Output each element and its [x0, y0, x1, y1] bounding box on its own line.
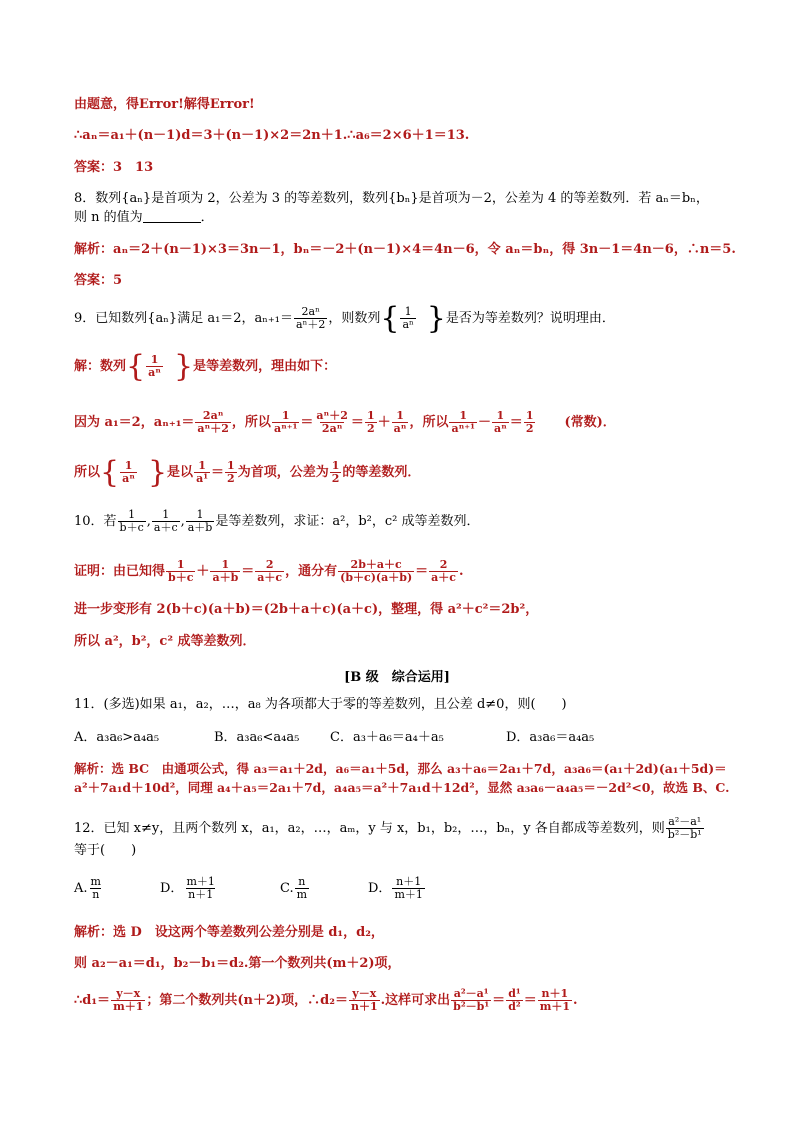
answer-label: 答案：: [74, 160, 114, 175]
denominator: 2: [227, 472, 235, 485]
solution-label: 解析：: [74, 761, 112, 776]
right-brace: }: [426, 300, 446, 336]
numerator: 1: [366, 409, 375, 422]
question-text: 则 n 的值为: [74, 210, 143, 225]
fraction: [195, 410, 231, 435]
right-brace: }: [147, 454, 168, 490]
denominator: n: [92, 888, 100, 901]
solution-text: ∴d₁＝: [74, 993, 111, 1008]
fraction: [338, 559, 414, 584]
numerator: n＋1: [541, 987, 569, 1000]
solution-text: (常数)．: [564, 415, 616, 430]
denominator: 2aⁿ: [321, 422, 343, 435]
fraction: [349, 988, 380, 1013]
question-8-line-1: [74, 191, 709, 207]
option-a: [74, 874, 104, 904]
question-12-line-2: [74, 843, 136, 859]
left-brace: {: [100, 454, 120, 490]
solution-text: 因为 a₁＝2，aₙ₊₁＝: [74, 415, 195, 430]
numerator: n: [298, 875, 306, 888]
question-text: 是否为等差数列？说明理由．: [445, 311, 615, 326]
question-9: [74, 300, 615, 336]
fraction: [225, 460, 237, 485]
numerator: m＋1: [186, 875, 215, 888]
proof-10-line-2: [74, 602, 538, 618]
answer-value: 3 13: [113, 160, 154, 175]
solution-label: 解析：: [74, 242, 114, 257]
option-b: [160, 874, 218, 904]
solution-text: 是以: [167, 465, 194, 480]
fraction: [365, 410, 377, 435]
denominator: m＋1: [394, 888, 423, 901]
solution-text: 是等差数列，理由如下：: [193, 359, 337, 374]
option-b: B．a₃a₆<a₄a₅: [214, 730, 300, 745]
proof-text: 进一步变形有 2(b＋c)(a＋b)＝(2b＋a＋c)(a＋c)，整理，得 a²＋c²＝2b²，: [74, 602, 539, 617]
fraction: [255, 559, 284, 584]
solution-label: 解：: [74, 359, 101, 374]
numerator: y－x: [116, 987, 141, 1000]
fraction: [449, 410, 476, 435]
numerator: 1: [459, 409, 468, 422]
fraction: [429, 559, 458, 584]
denominator: aⁿ⁺¹: [451, 422, 475, 435]
fraction: [146, 354, 163, 379]
question-12-line-1: [74, 814, 705, 844]
solution-text: .这样可求出: [380, 993, 451, 1008]
numerator: y－x: [352, 987, 377, 1000]
solution-11-line-1: [74, 761, 727, 777]
numerator: 2: [439, 558, 448, 571]
denominator: m＋1: [539, 1000, 571, 1013]
left-brace: {: [126, 348, 146, 384]
answer-8: [74, 273, 122, 289]
punctuation: ．: [200, 210, 214, 225]
denominator: b＋c: [168, 571, 194, 584]
question-8-line-2: [74, 210, 214, 226]
numerator: 2b＋a＋c: [350, 558, 402, 571]
denominator: 2: [331, 472, 340, 485]
numerator: a²－a¹: [668, 815, 702, 828]
answer-value: 5: [113, 273, 123, 288]
denominator: aⁿ⁺¹: [273, 422, 298, 435]
numerator: 1: [496, 409, 505, 422]
denominator: d²: [508, 1000, 521, 1013]
denominator: b²－b¹: [453, 1000, 490, 1013]
fraction: [294, 306, 327, 331]
question-text: 10．若: [74, 514, 117, 529]
option-letter: A.: [74, 881, 88, 896]
denominator: (b＋c)(a＋b): [340, 571, 413, 584]
denominator: a＋c: [257, 571, 283, 584]
fraction: [492, 410, 509, 435]
option-letter: D．: [368, 881, 392, 896]
option-letter: D．: [160, 881, 184, 896]
solution-text: 选 BC 由通项公式，得 a₃＝a₁＋2d，a₆＝a₁＋5d，那么 a₃＋a₆＝2a₁＋7d，a₃a₆＝(a₁＋2d)(a₁＋5d)＝: [111, 761, 727, 776]
denominator: b²－b¹: [667, 828, 702, 841]
numerator: 1: [525, 409, 534, 422]
proof-text: 所以 a²，b²，c² 成等差数列．: [74, 634, 256, 649]
solution-text: ；第二个数列共(n＋2)项，∴d₂＝: [146, 993, 348, 1008]
solution-text: a²＋7a₁d＋10d²，同理 a₄＋a₅＝2a₁＋7d，a₄a₅＝a²＋7a₁d＋12d²，显然 a₃a₆－a₄a₅＝－2d²<0，故选 B、C.: [74, 780, 730, 795]
denominator: aⁿ: [393, 422, 407, 435]
solution-12-line-1: [74, 925, 384, 941]
denominator: aⁿ: [148, 366, 161, 379]
option-c: [280, 874, 310, 904]
option-c: C．a₃＋a₆＝a₄＋a₅: [330, 730, 444, 745]
section-heading: [B 级 综合运用]: [344, 670, 450, 685]
fraction: [506, 988, 523, 1013]
numerator: m: [90, 875, 101, 888]
numerator: 2: [265, 558, 274, 571]
right-brace: }: [173, 348, 194, 384]
fraction: [210, 559, 240, 584]
numerator: 1: [221, 558, 230, 571]
fraction: [118, 509, 146, 534]
numerator: 1: [162, 508, 170, 521]
denominator: m: [296, 888, 308, 901]
fraction: [89, 876, 103, 901]
question-11: [74, 697, 567, 713]
fraction: [194, 460, 210, 485]
derivation-line-2: [74, 128, 469, 144]
denominator: a＋b: [212, 571, 239, 584]
solution-12-line-3: ∴d₁＝ $\frac{y-x}{m+1}$ ；第二个数列共(n＋2)项，∴d₂＝ $\frac{y-x}{n+1}$ .这样可求出 $\frac{\text{a²－a¹}}{\text{b²－b¹}}$ ＝ $\frac{\text{d¹}}{\text{d²}}$ ＝ $\frac{n+1}{m+1}$ .: [74, 987, 578, 1013]
solution-11-line-2: [74, 780, 729, 796]
solution-9-line-3: 所以{ $\frac{1}{\text{aⁿ}}$ }是以 $\frac{1}{\text{a¹}}$ ＝ $\frac{1}{2}$ 为首项，公差为 $\frac{1}{2}$ 的等差数列．: [74, 454, 421, 490]
solution-9-line-2: 因为 a₁＝2，aₙ₊₁＝ $\frac{\text{2aⁿ}}{\text{aⁿ＋2}}$ ，所以 $\frac{1}{\text{aⁿ⁺¹}}$ ＝ $\frac{\text{aⁿ＋2}}{\text{2aⁿ}}$ ＝ $\frac{1}{2}$ ＋ $\frac{1}{\text{aⁿ}}$ ，所以 $\frac{1}{\text{aⁿ⁺¹}}$ － $\frac{1}{\text{aⁿ}}$ ＝ $\frac{1}{2}$ (常数)．: [74, 409, 616, 435]
solution-8: [74, 242, 736, 258]
fraction: [538, 988, 572, 1013]
fraction: [272, 410, 299, 435]
derivation-line-1: [74, 97, 255, 113]
question-text: ，则数列: [328, 311, 381, 326]
question-10: 10．若 $\frac{1}{b+c}$ , $\frac{1}{a+c}$ , $\frac{1}{a+b}$ 是等差数列，求证：a²，b²，c² 成等差数列．: [74, 508, 480, 534]
answer-blank: [143, 210, 201, 223]
option-letter: C.: [280, 881, 294, 896]
fraction: [392, 876, 424, 901]
solution-text: 所以: [74, 465, 101, 480]
denominator: 2: [366, 422, 375, 435]
denominator: aⁿ: [122, 472, 135, 485]
left-brace: {: [380, 300, 400, 336]
proof-text: ，通分有: [285, 564, 338, 579]
option-d: [368, 874, 426, 904]
solution-text: aₙ＝2＋(n－1)×3＝3n－1，bₙ＝－2＋(n－1)×4＝4n－6，令 aₙ＝bₙ，得 3n－1＝4n－6，∴n＝5.: [113, 242, 736, 257]
denominator: a¹: [196, 472, 209, 485]
numerator: 1: [176, 558, 185, 571]
option-d: D．a₃a₆＝a₄a₅: [506, 730, 595, 745]
numerator: 1: [404, 305, 412, 318]
numerator: 1: [150, 353, 159, 366]
fraction: [524, 410, 536, 435]
proof-10-line-1: 证明：由已知得 $\frac{1}{b+c}$ ＋ $\frac{1}{a+b}$ ＝ $\frac{2}{a+c}$ ，通分有 $\frac{2b+a+c}{(b+c)(a+b)}$ ＝ $\frac{2}{a+c}$ .: [74, 558, 464, 584]
numerator: d¹: [508, 987, 521, 1000]
proof-10-line-3: [74, 634, 256, 650]
fraction: [111, 988, 145, 1013]
denominator: n＋1: [188, 888, 214, 901]
answer-line: [74, 160, 153, 176]
solution-text: 的等差数列．: [342, 465, 421, 480]
denominator: 2: [525, 422, 534, 435]
fraction: [152, 509, 180, 534]
denominator: n＋1: [350, 1000, 378, 1013]
fraction: [392, 410, 409, 435]
denominator: a＋c: [153, 521, 178, 534]
derivation-text: 由题意，得Error!解得Error!: [74, 97, 255, 112]
denominator: aⁿ: [493, 422, 507, 435]
question-text: 12．已知 x≠y，且两个数列 x，a₁，a₂，…，aₘ，y 与 x，b₁，b₂，…，bₙ，y 各自都成等差数列，则: [74, 821, 665, 836]
solution-9-line-1: [74, 348, 337, 384]
question-text: 11．(多选)如果 a₁，a₂，…，a₈ 为各项都大于零的等差数列，且公差 d≠0，则( ): [74, 697, 567, 712]
numerator: aⁿ＋2: [316, 409, 348, 422]
fraction: [400, 306, 415, 331]
option-a: A．a₃a₆>a₄a₅: [74, 730, 160, 745]
denominator: b＋c: [119, 521, 144, 534]
numerator: 1: [281, 409, 290, 422]
proof-text: 由已知得: [113, 564, 166, 579]
numerator: 1: [396, 409, 404, 422]
fraction: [295, 876, 309, 901]
solution-text: ，所以: [231, 415, 271, 430]
numerator: a²－a¹: [453, 987, 489, 1000]
denominator: a＋c: [431, 571, 456, 584]
fraction: [166, 559, 195, 584]
fraction: [314, 410, 350, 435]
solution-label: 解析：: [74, 925, 114, 940]
answer-label: 答案：: [74, 273, 114, 288]
denominator: aⁿ＋2: [296, 318, 326, 331]
question-text: 是等差数列，求证：a²，b²，c² 成等差数列．: [215, 514, 480, 529]
question-text: 8．数列{aₙ}是首项为 2，公差为 3 的等差数列，数列{bₙ}是首项为－2，公差为 4 的等差数列．若 aₙ＝bₙ，: [74, 191, 709, 206]
numerator: 2aⁿ: [301, 305, 320, 318]
question-text: 9．已知数列{aₙ}满足 a₁＝2，aₙ₊₁＝: [74, 311, 294, 326]
denominator: aⁿ＋2: [197, 422, 229, 435]
numerator: 1: [331, 459, 340, 472]
numerator: 2aⁿ: [202, 409, 224, 422]
numerator: 1: [227, 459, 235, 472]
fraction: [451, 988, 491, 1013]
proof-label: 证明：: [74, 564, 114, 579]
numerator: 1: [124, 459, 133, 472]
denominator: aⁿ: [402, 318, 414, 331]
question-text: 等于( ): [74, 843, 137, 858]
fraction: [666, 816, 704, 841]
denominator: m＋1: [113, 1000, 144, 1013]
denominator: a＋b: [187, 521, 213, 534]
numerator: 1: [198, 459, 206, 472]
solution-text: 选 D 设这两个等差数列公差分别是 d₁，d₂，: [113, 925, 384, 940]
fraction: [184, 876, 216, 901]
derivation-text: ∴aₙ＝a₁＋(n－1)d＝3＋(n－1)×2＝2n＋1.∴a₆＝2×6＋1＝13.: [74, 128, 470, 143]
fraction: [330, 460, 342, 485]
fraction: [186, 509, 215, 534]
solution-text: 则 a₂－a₁＝d₁，b₂－b₁＝d₂.第一个数列共(m＋2)项，: [74, 956, 401, 971]
solution-text: 数列: [100, 359, 127, 374]
numerator: n＋1: [396, 875, 422, 888]
numerator: 1: [196, 508, 204, 521]
solution-text: 为首项，公差为: [237, 465, 329, 480]
numerator: 1: [128, 508, 136, 521]
fraction: [120, 460, 137, 485]
solution-text: ，所以: [409, 415, 449, 430]
solution-12-line-2: [74, 956, 401, 972]
